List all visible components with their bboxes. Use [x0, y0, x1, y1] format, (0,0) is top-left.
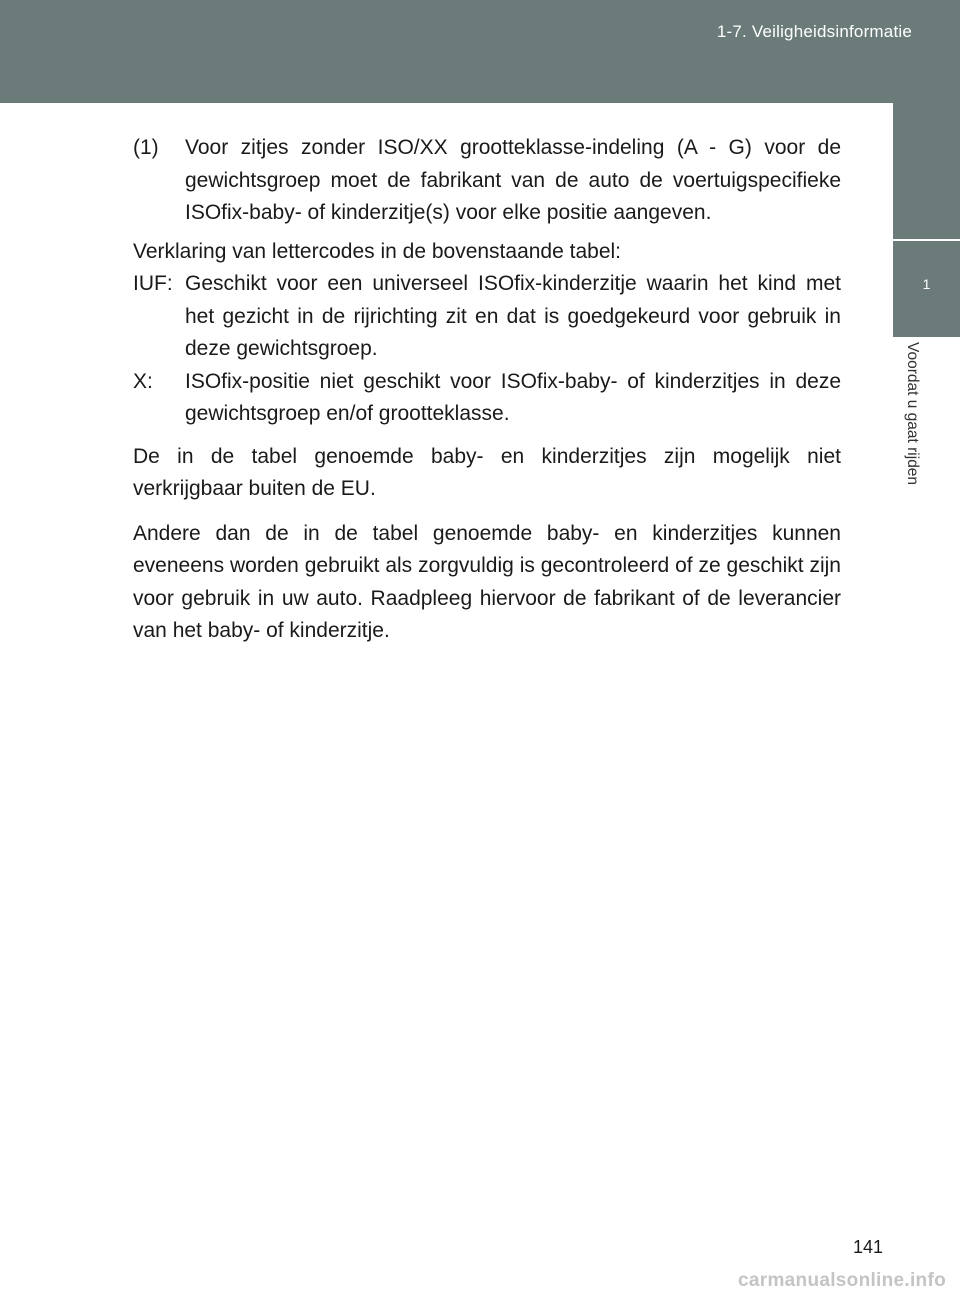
code-text: ISOfix-positie niet geschikt voor ISOfix-baby- of kinderzitjes in deze gewichtsgroep en/of grootteklasse.	[185, 369, 841, 425]
code-text: Geschikt voor een universeel ISOfix-kinderzitje waarin het kind met het gezicht in de rijrichting zit en dat is goedgekeurd voor gebruik in deze gewichtsgroep.	[185, 272, 841, 360]
page-content	[133, 132, 841, 648]
page-number: 141	[852, 1237, 883, 1257]
watermark: carmanualsonline.info	[738, 1270, 946, 1291]
footnote-text: Voor zitjes zonder ISO/XX grootteklasse-indeling (A - G) voor de gewichtsgroep moet de fabrikant van de auto de voertuigspecifieke ISOfix-baby- of kinderzitje(s) voor elke positie aangeven.	[185, 136, 841, 224]
chapter-tab	[893, 103, 960, 239]
legend-intro: Verklaring van lettercodes in de bovenstaande tabel:	[133, 239, 621, 263]
code-item-x	[133, 366, 841, 431]
chapter-number: 1	[922, 276, 931, 292]
header-bar	[0, 0, 960, 103]
code-item-iuf	[133, 268, 841, 366]
chapter-title: Voordat u gaat rijden	[904, 342, 921, 486]
availability-paragraph: De in de tabel genoemde baby- en kinderzitjes zijn mogelijk niet verkrijgbaar buiten de EU.	[133, 444, 841, 500]
footnote	[133, 132, 841, 230]
section-title: 1-7. Veiligheidsinformatie	[716, 22, 912, 41]
alternative-seats-paragraph: Andere dan de in de tabel genoemde baby- en kinderzitjes kunnen eveneens worden gebruikt als zorgvuldig is gecontroleerd of ze geschikt zijn voor gebruik in uw auto. Raadpleeg hiervoor de fabrikant of de leverancier van het baby- of kinderzitje.	[133, 521, 841, 642]
code-label: IUF:	[133, 272, 173, 295]
footnote-label: (1)	[133, 136, 159, 159]
code-label: X:	[133, 369, 153, 393]
